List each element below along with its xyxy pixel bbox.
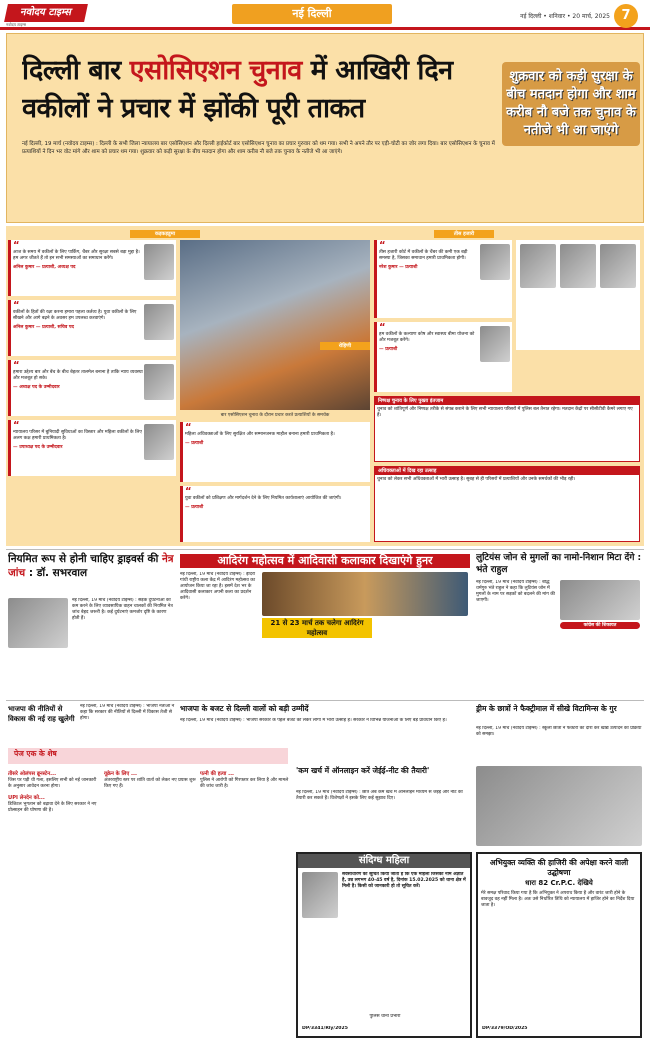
quote-mark-icon: “: [185, 422, 192, 433]
quote-mark-icon: “: [379, 322, 386, 333]
adiwasi-date-tag: 21 से 23 मार्च तक चलेगा आदिरंग महोत्सव: [262, 618, 372, 638]
quote-signature: — प्रत्याशी: [185, 441, 204, 446]
notice-photo: [302, 872, 338, 918]
candidate-photo: [144, 364, 174, 400]
quote-signature: अनिल कुमार — प्रत्याशी, अध्यक्ष पद: [13, 265, 76, 270]
quote-card: [8, 420, 176, 476]
rest-item-title: पत्नी की हत्या ...: [200, 771, 235, 777]
quote-mark-icon: “: [379, 240, 386, 251]
left-court-banner: कड़कड़डूमा: [130, 230, 200, 238]
city-banner: नई दिल्ली: [232, 4, 392, 24]
quote-mark-icon: “: [13, 360, 20, 371]
quote-text: हम वकीलों के कल्याण कोष और स्वास्थ्य बीमा योजना को और मजबूत करेंगे।: [379, 332, 475, 343]
notice-body: मेरे समक्ष परिवाद किया गया है कि अभियुक्त ने अपराध किया है और वारंट जारी होने के बावजूद वह नहीं मिला है। अतः उसे निर्धारित तिथि को न्यायालय में हाजिर होने का निर्देश दिया जाता है।: [481, 891, 635, 908]
quote-mark-icon: “: [13, 420, 20, 431]
quote-signature: — प्रत्याशी: [185, 505, 204, 510]
notice-title: संदिग्ध महिला: [298, 854, 470, 868]
enthusiasm-box: [374, 466, 640, 542]
enthusiasm-box-text: चुनाव को लेकर सभी अधिवक्ताओं में भारी उत्साह है। सुबह से ही परिसरों में प्रत्याशियों और उनके समर्थकों की भीड़ रही।: [377, 477, 576, 482]
budget-body: नई दिल्ली, 19 मार्च (नवोदय टाइम्स) : भाजपा सरकार के पहले बजट को लेकर लोगों में भारी उत्साह है। सरकार ने विभिन्न योजनाओं के लिए बड़े प्रावधान किए हैं।: [180, 718, 447, 723]
eye-test-photo: [8, 598, 68, 648]
rest-item-text: पुलिस ने आरोपी को गिरफ्तार कर लिया है और मामले की जांच जारी है।: [200, 778, 289, 789]
page-one-rest-title: पेज एक के शेष: [14, 749, 57, 758]
page-one-rest-col-3: [200, 766, 292, 1036]
rest-item-title: UPI लेनदेन को...: [8, 795, 45, 801]
quote-card: [8, 240, 176, 296]
candidate-photo: [560, 244, 596, 288]
students-body: नई दिल्ली, 19 मार्च (नवोदय टाइम्स) : स्कूली छात्रों ने फैक्टरी का दौरा कर खाद्य उत्पादन की प्रक्रिया को समझा।: [476, 726, 642, 737]
quote-text: आज के समय में वकीलों के लिए पार्किंग, चैंबर और सुरक्षा सबसे बड़ा मुद्दा है। हम अगर जीतते हैं तो इन सभी समस्याओं का समाधान करेंगे।: [13, 250, 140, 261]
quote-card: [8, 300, 176, 356]
quote-signature: नरेश कुमार — प्रत्याशी: [379, 265, 418, 270]
quote-card: [374, 240, 512, 318]
candidate-photos-column: [516, 240, 640, 350]
quote-card: [180, 486, 370, 542]
quote-card: [180, 422, 370, 482]
quote-mark-icon: “: [13, 300, 20, 311]
candidate-photo: [144, 424, 174, 460]
quote-signature: — प्रत्याशी: [379, 347, 398, 352]
rest-item-text: अंतरराष्ट्रीय स्तर पर शांति वार्ता को लेकर नए प्रयास शुरू किए गए हैं।: [104, 778, 196, 789]
notice-body: सर्वसाधारण को सूचित किया जाता है कि एक महिला जिसका नाम अज्ञात है, उम्र लगभग 40-45 वर्ष है, दिनांक 15.02.2025 को थाना क्षेत्र में मिली है। किसी को जानकारी हो तो सूचित करें।: [342, 872, 466, 889]
security-box-text: चुनाव को शांतिपूर्ण और निष्पक्ष तरीके से संपन्न कराने के लिए सभी न्यायालय परिसरों में पुलिस बल तैनात रहेगा। मतदान केंद्रों पर सीसीटीवी कैमरे लगाए गए हैं।: [377, 407, 633, 418]
quote-card: [374, 322, 512, 392]
page-one-rest-col-1: [8, 766, 100, 1036]
lead-body: नई दिल्ली, 19 मार्च (नवोदय टाइम्स) : दिल्ली के सभी जिला न्यायालय बार एसोसिएशन और दिल्ली हाईकोर्ट बार एसोसिएशन चुनाव का प्रचार गुरुवार को थम गया। सभी ने अपने तौर पर एड़ी-चोटी का जोर लगा दिया। बार एसोसिएशन के चुनाव में प्रत्याशियों ने दिन भर वोट मांगे और शाम को प्रचार थम गया। शुक्रवार को कड़ी सुरक्षा के बीच मतदान होगा और शाम करीब नौ बजे तक चुनाव के नतीजे भी आ जाएंगे।: [22, 141, 495, 155]
bjp-headline: भाजपा की नीतियों से विकास की नई राह खुलेगी: [8, 705, 75, 723]
candidate-photo: [480, 326, 510, 362]
missing-woman-notice: [296, 852, 472, 1038]
rest-item-title: तीसरे ओलंपस ब्रूनस्टेन...: [8, 771, 57, 777]
quote-text: युवा वकीलों को प्रशिक्षण और मार्गदर्शन देने के लिए नियमित कार्यशालाएं आयोजित की जाएंगी।: [185, 496, 342, 501]
notice-dp-number: DP/3379/OD/2025: [482, 1026, 528, 1031]
campaign-photo: [180, 240, 370, 410]
security-arrangement-box: [374, 396, 640, 462]
security-box-title: निष्पक्ष चुनाव के लिए पुख्ता इंतजाम: [375, 397, 639, 405]
eye-test-headline: नियमित रूप से होनी चाहिए ड्राइवर्स की नेत्र जांच : डॉ. सभरवाल: [8, 553, 174, 579]
enthusiasm-box-title: अधिवक्ताओं में दिख रहा उत्साह: [375, 467, 639, 475]
rest-item-text: डिजिटल भुगतान को बढ़ावा देने के लिए सरकार ने नए प्रोत्साहन की घोषणा की है।: [8, 802, 97, 813]
quote-text: तीस हजारी कोर्ट में वकीलों के चैंबर की कमी एक बड़ी समस्या है, जिसका समाधान हमारी प्राथमिकता होगी।: [379, 250, 468, 261]
divider: [6, 700, 644, 701]
lutyens-body: नई दिल्ली, 19 मार्च (नवोदय टाइम्स) : बौद्ध धर्मगुरु भंते राहुल ने कहा कि लुटियंस जोन में मुगलों के नाम पर सड़कों को बदलने की मांग की जाएगी।: [476, 580, 555, 603]
page-number: 7: [614, 4, 638, 28]
adiwasi-photo: [262, 572, 468, 616]
rest-item-title: यूक्रेन के लिए ...: [104, 771, 137, 777]
middle-court-banner: रोहिणी: [320, 342, 370, 350]
page-one-rest-col-2: [104, 766, 196, 1036]
jee-neet-headline: 'कम खर्च में ऑनलाइन करें जेईई-नीट की तैयारी': [296, 766, 430, 775]
quote-text: हमारा उद्देश्य बार और बेंच के बीच बेहतर तालमेल बनाना है ताकि न्याय व्यवस्था और मजबूत हो सके।: [13, 370, 143, 381]
lead-side-quote: शुक्रवार को कड़ी सुरक्षा के बीच मतदान होगा और शाम करीब नौ बजे तक चुनाव के नतीजे भी आ जाएंगे: [502, 62, 640, 146]
adiwasi-body: नई दिल्ली, 19 मार्च (नवोदय टाइम्स) : इंदिरा गांधी राष्ट्रीय कला केंद्र में आदिरंग महोत्सव का आयोजन किया जा रहा है। इसमें देश भर के आदिवासी कलाकार अपनी कला का प्रदर्शन करेंगे।: [180, 572, 256, 601]
quote-text: न्यायालय परिसर में बुनियादी सुविधाओं का विस्तार और महिला वकीलों के लिए अलग कक्ष हमारी प्राथमिकता है।: [13, 430, 142, 441]
quote-text: वकीलों के हितों की रक्षा करना हमारा पहला कर्तव्य है। युवा वकीलों के लिए सीखने और आगे बढ़ने के अवसर हम उपलब्ध करवाएंगे।: [13, 310, 137, 321]
bjp-body: नई दिल्ली, 19 मार्च (नवोदय टाइम्स) : भाजपा नेताओं ने कहा कि सरकार की नीतियों से दिल्ली में विकास तेजी से होगा।: [80, 704, 175, 721]
notice-title: अभियुक्त व्यक्ति की हाजिरी की अपेक्षा करने वाली उद्घोषणा: [489, 858, 629, 877]
quote-signature: अनिल कुमार — प्रत्याशी, सचिव पद: [13, 325, 74, 330]
eye-test-body: नई दिल्ली, 19 मार्च (नवोदय टाइम्स) : सड़क दुर्घटनाओं को कम करने के लिए व्यावसायिक वाहन चालकों की नियमित नेत्र जांच बेहद जरूरी है। कई दुर्घटनाएं कमजोर दृष्टि के कारण होती हैं।: [72, 598, 173, 621]
quote-text: महिला अधिवक्ताओं के लिए सुरक्षित और सम्मानजनक माहौल बनाना हमारी प्राथमिकता है।: [185, 432, 335, 437]
candidate-photo: [480, 244, 510, 280]
proclamation-notice: [476, 852, 642, 1038]
page-one-rest-banner: [8, 748, 288, 764]
lutyens-photo: [560, 580, 640, 620]
lutyens-headline: लुटियंस जोन से मुगलों का नामो-निशान मिटा देंगे : भंते राहुल: [476, 553, 642, 575]
rest-item-text: जिस पर पड़ी थी गला, इसलिए सभी को नई जानकारी के अनुसार आवेदन करना होगा।: [8, 778, 97, 789]
jee-neet-photo: [476, 766, 642, 846]
students-headline: ड्रीम के छात्रों ने फैक्ट्रीमाल में सीखे विटामिन्स के गुर: [476, 704, 617, 713]
candidate-photo: [144, 244, 174, 280]
quote-signature: — अध्यक्ष पद के उम्मीदवार: [13, 385, 60, 390]
quote-mark-icon: “: [13, 240, 20, 251]
notice-dp-number: DP/3341/Rly/2025: [302, 1026, 348, 1031]
lead-headline: दिल्ली बार एसोसिएशन चुनाव में आखिरी दिन वकीलों ने प्रचार में झोंकी पूरी ताकत: [22, 55, 453, 124]
logo-subtext: नवोदय टाइम्स: [6, 22, 27, 27]
quote-mark-icon: “: [185, 486, 192, 497]
jee-neet-body: नई दिल्ली, 19 मार्च (नवोदय टाइम्स) : छात्र अब कम खर्च में ऑनलाइन माध्यम से जेईई और नीट की तैयारी कर सकते हैं। विशेषज्ञों ने इसके लिए कई सुझाव दिए।: [296, 790, 463, 801]
notice-footer: पुलिस थाना प्रभारी: [369, 1014, 401, 1019]
newspaper-logo: नवोदय टाइम्स: [4, 4, 88, 22]
candidate-photo: [600, 244, 636, 288]
complaint-pill: कांग्रेस की शिकायत: [560, 622, 640, 629]
budget-headline: भाजपा के बजट से दिल्ली वालों को बड़ी उम्मीदें: [180, 704, 309, 713]
quote-card: [8, 360, 176, 416]
right-court-banner: तीस हजारी: [434, 230, 494, 238]
candidate-photo: [520, 244, 556, 288]
photo-caption: बार एसोसिएशन चुनाव के दौरान प्रचार करते प्रत्याशियों के समर्थक: [220, 413, 330, 418]
quote-signature: — उपाध्यक्ष पद के उम्मीदवार: [13, 445, 63, 450]
candidate-photo: [144, 304, 174, 340]
divider: [6, 549, 644, 550]
adiwasi-headline: आदिरंग महोत्सव में आदिवासी कलाकार दिखाएंगे हुनर: [180, 554, 470, 568]
dateline: नई दिल्ली • शनिवार • 20 मार्च, 2025: [520, 13, 610, 20]
notice-subtitle: धारा 82 Cr.P.C. देखिये: [525, 879, 593, 887]
